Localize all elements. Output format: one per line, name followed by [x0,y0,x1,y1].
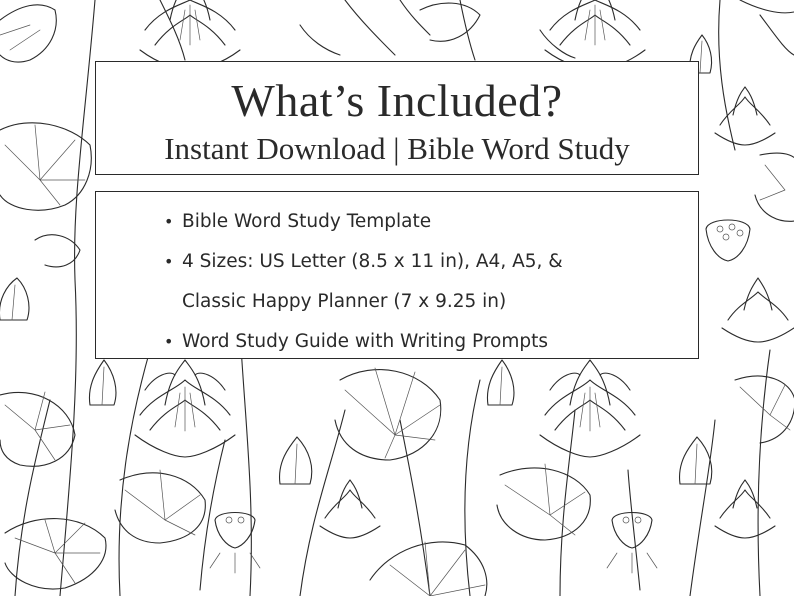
title-panel [95,61,699,175]
bud-bottom-1 [280,437,312,484]
bullet-icon: • [164,252,174,271]
left-bottom-leaf [0,392,75,466]
list-item [164,202,563,242]
bottom-mid-leaf [115,470,205,543]
page-title: What’s Included? [231,75,563,126]
right-lotus-flower [722,278,794,342]
list-item-continuation [164,282,563,322]
bullet-icon: • [164,332,174,351]
list-item-text: Bible Word Study Template [182,211,432,232]
right-leaf [755,153,794,221]
top-right-lotus [545,0,645,70]
center-leaf-large [335,368,441,460]
included-items-list [164,202,563,362]
included-items-panel [95,191,699,359]
left-small-bud [0,278,29,320]
bottom-right-leaf [497,464,590,540]
list-item-text: Classic Happy Planner (7 x 9.25 in) [182,291,507,312]
bloom-bottom-2 [715,480,775,538]
left-bud-2 [89,360,116,405]
left-leaf-top [35,235,80,267]
list-item [164,242,563,282]
list-item [164,322,563,362]
list-item-text: Word Study Guide with Writing Prompts [182,331,549,352]
center-right-lotus [540,360,640,457]
bullet-icon: • [164,212,174,231]
bud-bottom-2 [487,360,514,405]
seed-pod-bottom-left [210,513,260,574]
right-leaf-mid [735,376,794,443]
seed-pod-right [706,220,750,261]
bloom-bottom-1 [320,480,380,538]
left-lotus-leaf [0,123,91,210]
page-subtitle: Instant Download | Bible Word Study [164,131,630,166]
top-left-lotus [140,0,240,70]
bottom-left-leaf [5,519,106,589]
seed-pod-bottom-right [607,513,657,574]
bud-bottom-3 [680,437,712,484]
center-left-lotus [135,360,235,457]
list-item-text: 4 Sizes: US Letter (8.5 x 11 in), A4, A5, & [182,251,563,272]
